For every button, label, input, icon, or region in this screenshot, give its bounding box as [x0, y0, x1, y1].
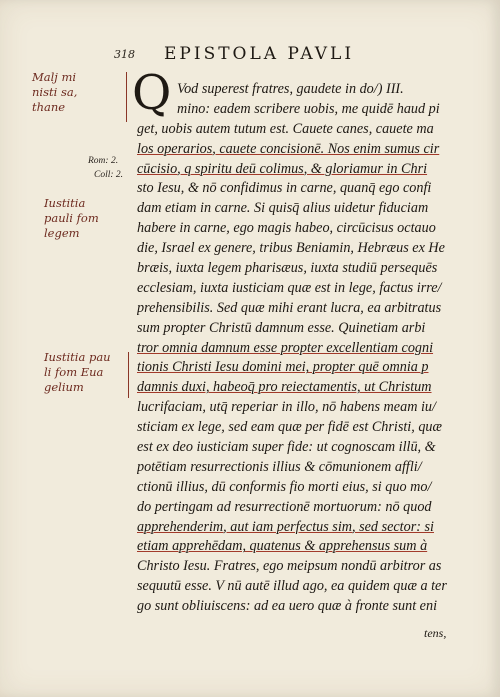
text-line: ctionū illius, dū conformis fio morti eius, si quo mo/ — [137, 478, 432, 495]
text-line: habere in carne, ego magis habeo, circūcisus octauo — [137, 220, 436, 237]
drop-capital: Q — [132, 65, 172, 121]
text-line: sto Iesu, & nō confidimus in carne, quanq̄ ego confi — [137, 180, 432, 197]
text-line: die, Israel ex genere, tribus Beniamin, Hebræus ex He — [137, 240, 445, 257]
margin-note-3: Iustitia pau li fom Eua gelium — [44, 350, 111, 394]
text-line: sticiam ex lege, sed eam quæ per fidē est Christi, quæ — [137, 419, 442, 436]
running-title: EPISTOLA PAVLI — [164, 44, 355, 64]
text-line: lucrifaciam, utq̄ reperiar in illo, nō habens meam iu/ — [137, 399, 436, 416]
text-line: mino: eadem scribere uobis, me quidē haud pi — [177, 100, 440, 117]
text-line: get, uobis autem tutum est. Cauete canes, cauete ma — [137, 120, 434, 137]
text-line: prehensibilis. Sed quæ mihi erant lucra, ea arbitratus — [137, 299, 442, 316]
text-line: est ex deo iusticiam super fide: ut cognoscam illū, & — [137, 439, 436, 456]
folio-number: 318 — [114, 48, 135, 61]
text-line: cūcisio, q spiritu deū colimus, & gloriamur in Chri — [137, 160, 428, 177]
epistle-text — [137, 80, 472, 617]
text-line: potētiam resurrectionis illius & cōmunionem affli/ — [137, 458, 422, 475]
text-line: tror omnia damnum esse propter excellentiam cogni — [137, 339, 434, 356]
text-line: damnis duxi, habeoq̄ pro reiectamentis, ut Christum — [137, 379, 432, 396]
text-line: dam etiam in carne. Si quisq̄ alius uidetur fiduciam — [137, 200, 429, 217]
text-line: apprehenderim, aut iam perfectus sim, sed sector: si — [137, 518, 434, 535]
scripture-reference-2: Coll: 2. — [94, 170, 124, 180]
catchword: tens, — [424, 626, 447, 640]
text-line: etiam apprehēdam, quatenus & apprehensus sum à — [137, 538, 428, 555]
annotation-bracket — [122, 352, 129, 398]
margin-note-1: Malj mi nisti sa, thane — [32, 70, 78, 114]
text-line: tionis Christi Iesu domini mei, propter quē omnia p — [137, 359, 429, 376]
text-line: do pertingam ad resurrectionē mortuorum: nō quod — [137, 498, 432, 515]
text-line: los operarios, cauete concisionē. Nos enim sumus cir — [137, 140, 440, 157]
text-line: Vod superest fratres, gaudete in do/) III. — [177, 81, 404, 97]
page-header — [94, 44, 474, 64]
scripture-reference-1: Rom: 2. — [88, 156, 119, 166]
text-line: bræis, iuxta legem pharisæus, iuxta studiū persequēs — [137, 260, 438, 277]
annotation-bracket — [120, 72, 127, 122]
text-line: go sunt obliuiscens: ad ea uero quæ à fronte sunt eni — [137, 598, 438, 615]
text-line: Christo Iesu. Fratres, ego meipsum nondū arbitror as — [137, 558, 442, 575]
text-line: sum propter Christū damnum esse. Quinetiam arbi — [137, 319, 426, 336]
text-line: sequutū esse. V nū autē illud ago, ea quidem quæ a ter — [137, 578, 447, 595]
text-line: ecclesiam, iuxta iusticiam quæ est in lege, factus irre/ — [137, 279, 442, 296]
margin-note-2: Iustitia pauli fom legem — [44, 196, 99, 240]
